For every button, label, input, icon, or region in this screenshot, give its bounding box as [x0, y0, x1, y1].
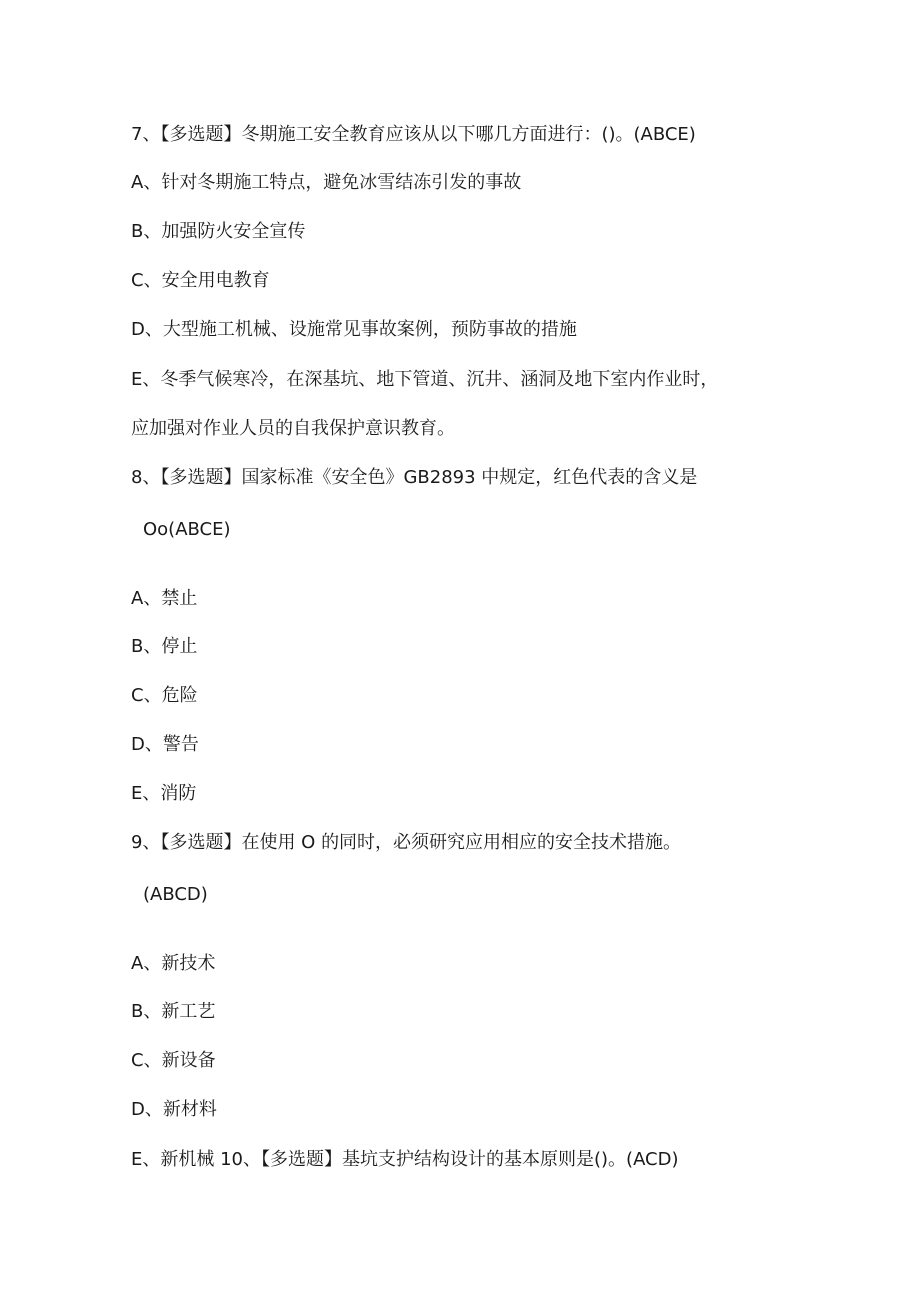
question-8-option-b: B、停止	[131, 636, 198, 657]
question-9-stem: 9、【多选题】在使用 O 的同时，必须研究应用相应的安全技术措施。	[131, 832, 682, 853]
question-9-option-e-and-question-10: E、新机械 10、【多选题】基坑支护结构设计的基本原则是()。(ACD)	[131, 1149, 679, 1170]
question-8-stem: 8、【多选题】国家标准《安全色》GB2893 中规定，红色代表的含义是	[131, 467, 698, 488]
question-7-option-c: C、安全用电教育	[131, 270, 270, 291]
question-7-option-a: A、针对冬期施工特点，避免冰雪结冻引发的事故	[131, 172, 522, 193]
question-7-option-e: E、冬季气候寒冷，在深基坑、地下管道、沉井、涵洞及地下室内作业时，	[131, 369, 719, 390]
question-7-option-e-continued: 应加强对作业人员的自我保护意识教育。	[131, 418, 455, 439]
question-7-option-d: D、大型施工机械、设施常见事故案例，预防事故的措施	[131, 319, 577, 340]
question-9-option-b: B、新工艺	[131, 1001, 216, 1022]
question-8-option-d: D、警告	[131, 734, 199, 755]
question-8-option-c: C、危险	[131, 685, 198, 706]
question-9-option-a: A、新技术	[131, 953, 216, 974]
question-9-answer: (ABCD)	[143, 884, 208, 905]
question-9-option-d: D、新材料	[131, 1099, 217, 1120]
question-7-option-b: B、加强防火安全宣传	[131, 221, 306, 242]
question-8-option-e: E、消防	[131, 783, 197, 804]
question-9-option-c: C、新设备	[131, 1050, 216, 1071]
question-8-option-a: A、禁止	[131, 588, 198, 609]
question-7-stem: 7、【多选题】冬期施工安全教育应该从以下哪几方面进行：()。(ABCE)	[131, 124, 696, 145]
question-8-answer: Oo(ABCE)	[143, 519, 231, 540]
